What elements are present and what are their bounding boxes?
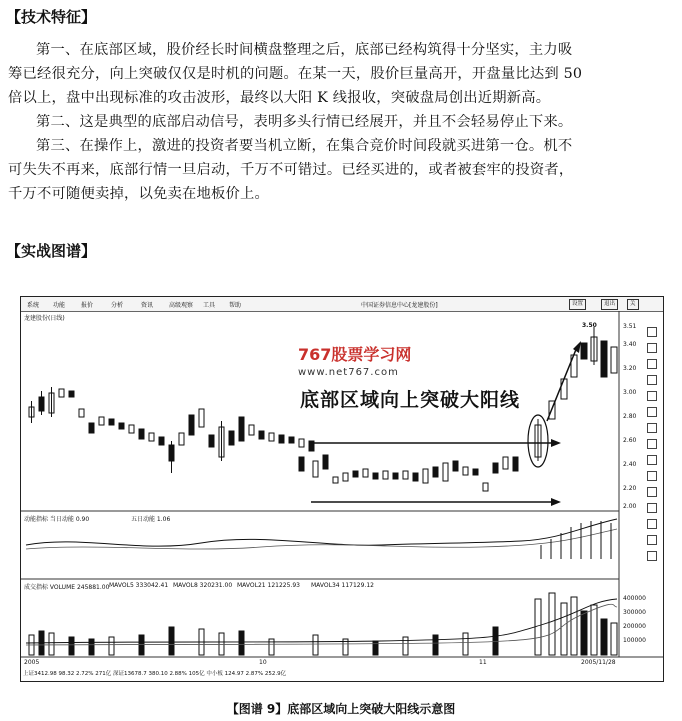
menu-item-function[interactable]: 功能 xyxy=(53,302,66,309)
volume-tick: 100000 xyxy=(623,637,646,644)
volume-tick: 200000 xyxy=(623,623,646,630)
date-label: 11 xyxy=(479,659,487,666)
price-tick: 3.20 xyxy=(623,365,637,372)
toolbar-icon[interactable] xyxy=(647,535,657,545)
paragraph-1 xyxy=(8,38,676,110)
indicator-label-2: 五日动能 1.06 xyxy=(131,516,171,523)
volume-label: 成交指标 VOLUME 245881.00 xyxy=(24,584,110,591)
date-label: 10 xyxy=(259,659,267,666)
price-tick: 3.51 xyxy=(623,323,637,330)
watermark xyxy=(298,342,411,378)
toolbar-icon[interactable] xyxy=(647,423,657,433)
toolbar-icon[interactable] xyxy=(647,439,657,449)
menu-item-help[interactable]: 帮助 xyxy=(229,302,242,309)
watermark-url: www.net767.com xyxy=(298,367,399,378)
date-label: 2005/11/28 xyxy=(581,659,616,666)
p2-line1: 第二、这是典型的底部启动信号，表明多头行情已经展开，并且不会轻易停止下来。 xyxy=(36,114,573,130)
chart-annotation: 底部区域向上突破大阳线 xyxy=(300,389,521,411)
exit-button[interactable]: 退出 xyxy=(601,299,618,310)
stock-label: 龙建股份(日线) xyxy=(24,315,65,322)
price-tick: 3.40 xyxy=(623,341,637,348)
mavol5-label: MAVOL5 333042.41 xyxy=(109,582,169,589)
menu-item-analysis[interactable]: 分析 xyxy=(111,302,124,309)
settings-button[interactable]: 设置 xyxy=(569,299,586,310)
section-title-chart: 【实战图谱】 xyxy=(6,242,97,260)
window-title: 中国证券信息中心[龙建股份] xyxy=(361,302,438,309)
toolbar-icon[interactable] xyxy=(647,327,657,337)
menu-item-tools[interactable]: 工具 xyxy=(203,302,216,309)
toolbar-icon[interactable] xyxy=(647,391,657,401)
date-label: 2005 xyxy=(24,659,40,666)
p1-line3: 倍以上，盘中出现标准的攻击波形，最终以大阳 K 线报收，突破盘局创出近期新高。 xyxy=(8,90,551,106)
p1-line1: 第一、在底部区域，股价经长时间横盘整理之后，底部已经构筑得十分坚实，主力吸 xyxy=(36,42,573,58)
menu-item-quote[interactable]: 报价 xyxy=(81,302,94,309)
price-tick: 2.00 xyxy=(623,503,637,510)
close-button[interactable]: 关 xyxy=(627,299,639,310)
menu-item-system[interactable]: 系统 xyxy=(27,302,40,309)
mavol34-label: MAVOL34 117129.12 xyxy=(311,582,374,589)
toolbar-icon[interactable] xyxy=(647,503,657,513)
menu-item-info[interactable]: 资讯 xyxy=(141,302,154,309)
menu-item-advanced[interactable]: 高级观察 xyxy=(169,302,194,309)
watermark-logo: 767股票学习网 xyxy=(298,345,412,364)
price-tick: 2.80 xyxy=(623,413,637,420)
toolbar-icon[interactable] xyxy=(647,471,657,481)
high-price-label: 3.50 xyxy=(582,322,597,329)
toolbar-icon[interactable] xyxy=(647,359,657,369)
toolbar-icon[interactable] xyxy=(647,343,657,353)
mavol21-label: MAVOL21 121225.93 xyxy=(237,582,300,589)
status-bar: 上证3412.98 98.32 2.72% 271亿 深证13678.7 380.10 2.88% 105亿 中小板 124.97 2.87% 252.9亿 xyxy=(23,671,287,677)
p3-line3: 千万不可随便卖掉，以免卖在地板价上。 xyxy=(8,186,269,202)
toolbar-icon[interactable] xyxy=(647,375,657,385)
toolbar-icon[interactable] xyxy=(647,455,657,465)
price-tick: 2.60 xyxy=(623,437,637,444)
mavol8-label: MAVOL8 320231.00 xyxy=(173,582,233,589)
p3-line2: 可失失不再来，底部行情一旦启动，千万不可错过。已经买进的，或者被套牢的投资者， xyxy=(8,162,574,178)
p1-line2: 筹已经很充分，向上突破仅仅是时机的问题。在某一天，股价巨量高开，开盘量比达到 50 xyxy=(8,66,583,82)
price-tick: 2.20 xyxy=(623,485,637,492)
toolbar-icon[interactable] xyxy=(647,407,657,417)
section-title-tech: 【技术特征】 xyxy=(6,8,97,26)
paragraph-3 xyxy=(8,134,676,206)
figure-caption: 【图谱 9】底部区域向上突破大阳线示意图 xyxy=(226,702,456,716)
volume-tick: 400000 xyxy=(623,595,646,602)
paragraph-2 xyxy=(8,110,676,134)
toolbar-icon[interactable] xyxy=(647,551,657,561)
toolbar-icon[interactable] xyxy=(647,487,657,497)
price-tick: 2.40 xyxy=(623,461,637,468)
price-tick: 3.00 xyxy=(623,389,637,396)
volume-tick: 300000 xyxy=(623,609,646,616)
toolbar-icon[interactable] xyxy=(647,519,657,529)
p3-line1: 第三、在操作上，激进的投资者要当机立断，在集合竞价时间段就买进第一仓。机不 xyxy=(36,138,573,154)
indicator-label: 动能指标 当日动能 0.90 xyxy=(24,516,90,523)
